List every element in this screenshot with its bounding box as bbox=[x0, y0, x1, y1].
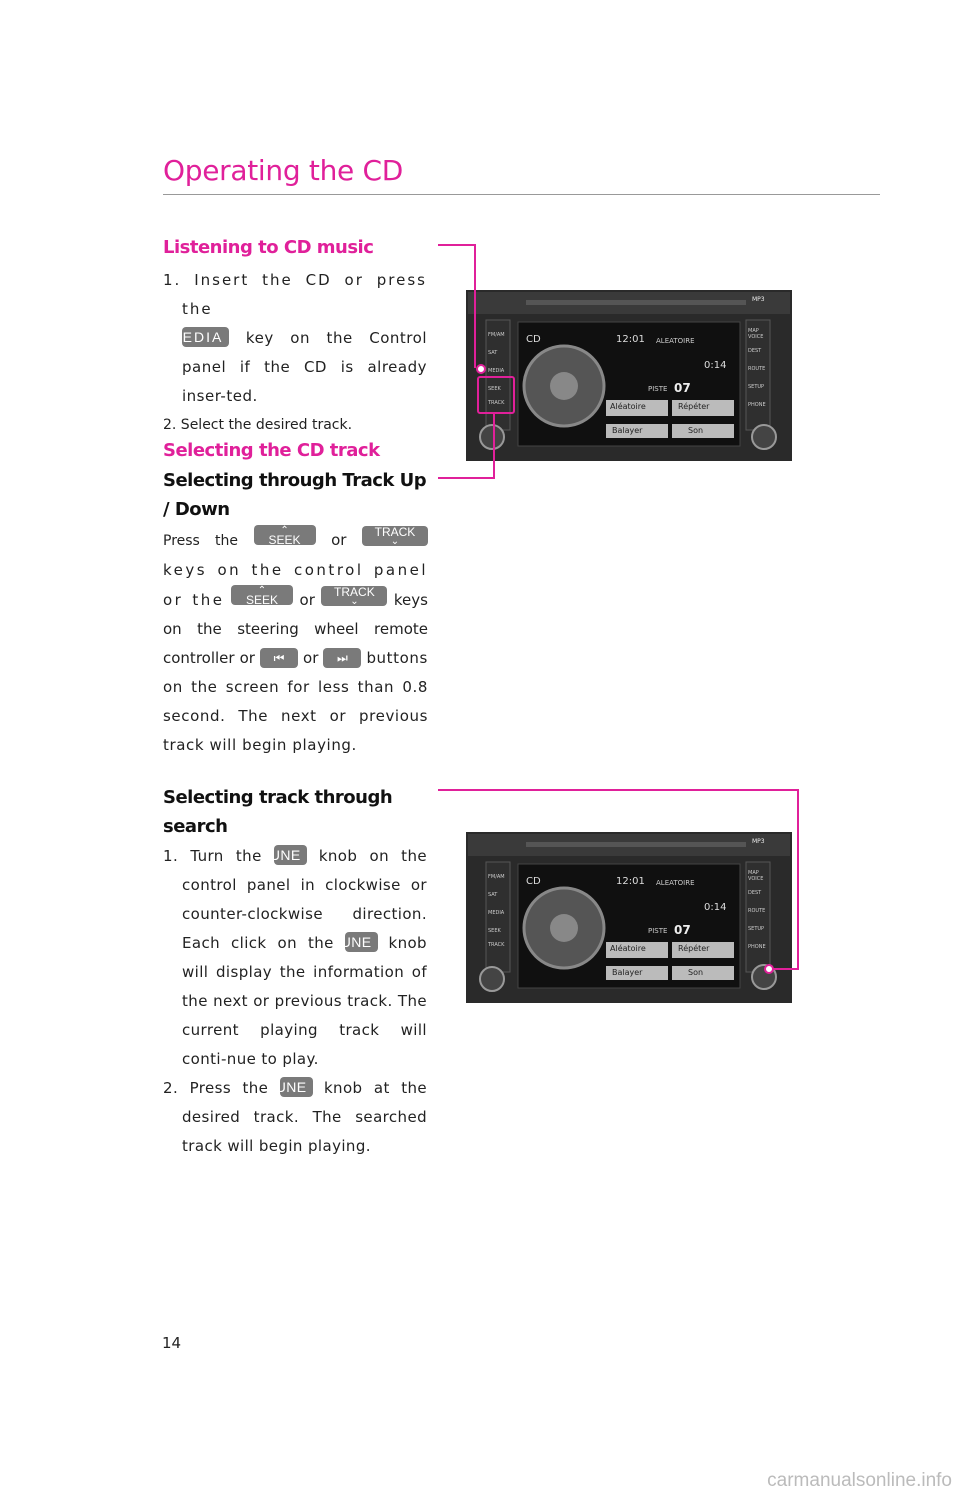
format-badge: MP3 bbox=[752, 838, 765, 845]
next-track-icon: ⏭ bbox=[323, 648, 361, 668]
listening-step-2: 2. Select the desired track. bbox=[163, 417, 353, 433]
screen-track-number: 07 bbox=[674, 381, 691, 395]
track-key: TRACK ⌄ bbox=[362, 526, 428, 546]
callout-highlight-box bbox=[477, 376, 515, 414]
caret-up-icon: ⌃ bbox=[257, 585, 267, 596]
head-unit-illustration bbox=[466, 290, 792, 461]
screen-track-label: PISTE bbox=[648, 927, 668, 935]
callout-dot bbox=[476, 364, 486, 374]
page-title: Operating the CD bbox=[163, 154, 404, 187]
tune-key: TUNE bbox=[280, 1077, 313, 1097]
title-divider bbox=[163, 194, 880, 195]
callout-line bbox=[438, 789, 798, 791]
softkey-scan: Balayer bbox=[612, 426, 643, 435]
softkey-random: Aléatoire bbox=[610, 944, 646, 953]
screen-clock: 12:01 bbox=[616, 334, 645, 345]
screen-mode-label: CD bbox=[526, 334, 541, 345]
search-steps bbox=[163, 842, 427, 1161]
screen-track-label: PISTE bbox=[648, 385, 668, 393]
tune-key: TUNE bbox=[345, 932, 378, 952]
caret-down-icon: ⌄ bbox=[390, 536, 400, 547]
head-unit-image-2 bbox=[466, 832, 792, 1003]
screen-clock: 12:01 bbox=[616, 876, 645, 887]
callout-line bbox=[797, 789, 799, 970]
screen-track-number: 07 bbox=[674, 923, 691, 937]
selecting-paragraph: Press the ⌃ SEEK or TRACK ⌄ keys on the control panel or the ⌃ SEEK or TRACK ⌄ keys on the steering wheel remote controller or ⏮ or ⏭ buttons on the screen for less than 0.8 second. The next or previous track will begin playing. bbox=[163, 525, 428, 754]
softkey-sound: Son bbox=[688, 426, 704, 435]
callout-dot bbox=[764, 964, 774, 974]
page-number: 14 bbox=[162, 1334, 182, 1352]
seek-key-wheel: ⌃ SEEK bbox=[231, 585, 293, 605]
listening-steps bbox=[163, 266, 427, 440]
right-button-labels: MAP VOICE DEST ROUTE SETUP PHONE bbox=[748, 328, 766, 408]
callout-line bbox=[771, 968, 799, 970]
callout-line bbox=[474, 244, 476, 368]
head-unit-illustration bbox=[466, 832, 792, 1003]
softkey-scan: Balayer bbox=[612, 968, 643, 977]
caret-down-icon: ⌄ bbox=[350, 596, 359, 607]
format-badge: MP3 bbox=[752, 296, 765, 303]
listening-step-1: 1. Insert the CD or press the MEDIA key on the Control panel if the CD is already inser-ted. bbox=[163, 271, 427, 405]
media-key: MEDIA bbox=[182, 327, 229, 347]
softkey-sound: Son bbox=[688, 968, 704, 977]
search-step-1: 1. Turn the TUNE knob on the control panel in clockwise or counter-clockwise direction. Each click on the TUNE knob will display the information of the next or previous track. The current playing track will conti-nue to play. bbox=[163, 847, 427, 1068]
right-button-labels: MAP VOICE DEST ROUTE SETUP PHONE bbox=[748, 870, 766, 950]
search-step-2: 2. Press the TUNE knob at the desired track. The searched track will begin playing. bbox=[163, 1079, 428, 1155]
caret-up-icon: ⌃ bbox=[280, 525, 289, 536]
callout-line bbox=[438, 244, 475, 246]
softkey-repeat: Répéter bbox=[678, 944, 710, 953]
left-button-labels: FM/AM SAT MEDIA SEEK TRACK bbox=[488, 874, 505, 948]
section-heading-listening: Listening to CD music bbox=[163, 237, 374, 258]
left-button-labels: FM/AM SAT MEDIA SEEK TRACK bbox=[488, 332, 505, 406]
screen-elapsed: 0:14 bbox=[704, 902, 727, 913]
tune-key: TUNE bbox=[274, 845, 307, 865]
prev-track-icon: ⏮ bbox=[260, 648, 298, 668]
callout-line bbox=[438, 477, 495, 479]
screen-status: ALEATOIRE bbox=[656, 337, 695, 345]
screen-status: ALEATOIRE bbox=[656, 879, 695, 887]
screen-mode-label: CD bbox=[526, 876, 541, 887]
screen-elapsed: 0:14 bbox=[704, 360, 727, 371]
track-key-wheel: TRACK ⌄ bbox=[321, 586, 387, 606]
watermark: carmanualsonline.info bbox=[767, 1470, 952, 1491]
section-heading-selecting: Selecting the CD track bbox=[163, 440, 380, 461]
seek-key: ⌃ SEEK bbox=[254, 525, 316, 545]
head-unit-image-1 bbox=[466, 290, 792, 461]
subheading-search: Selecting track through search bbox=[163, 787, 393, 837]
softkey-repeat: Répéter bbox=[678, 402, 710, 411]
subheading-track-up-down: Selecting through Track Up / Down bbox=[163, 470, 427, 520]
callout-line bbox=[493, 412, 495, 478]
softkey-random: Aléatoire bbox=[610, 402, 646, 411]
